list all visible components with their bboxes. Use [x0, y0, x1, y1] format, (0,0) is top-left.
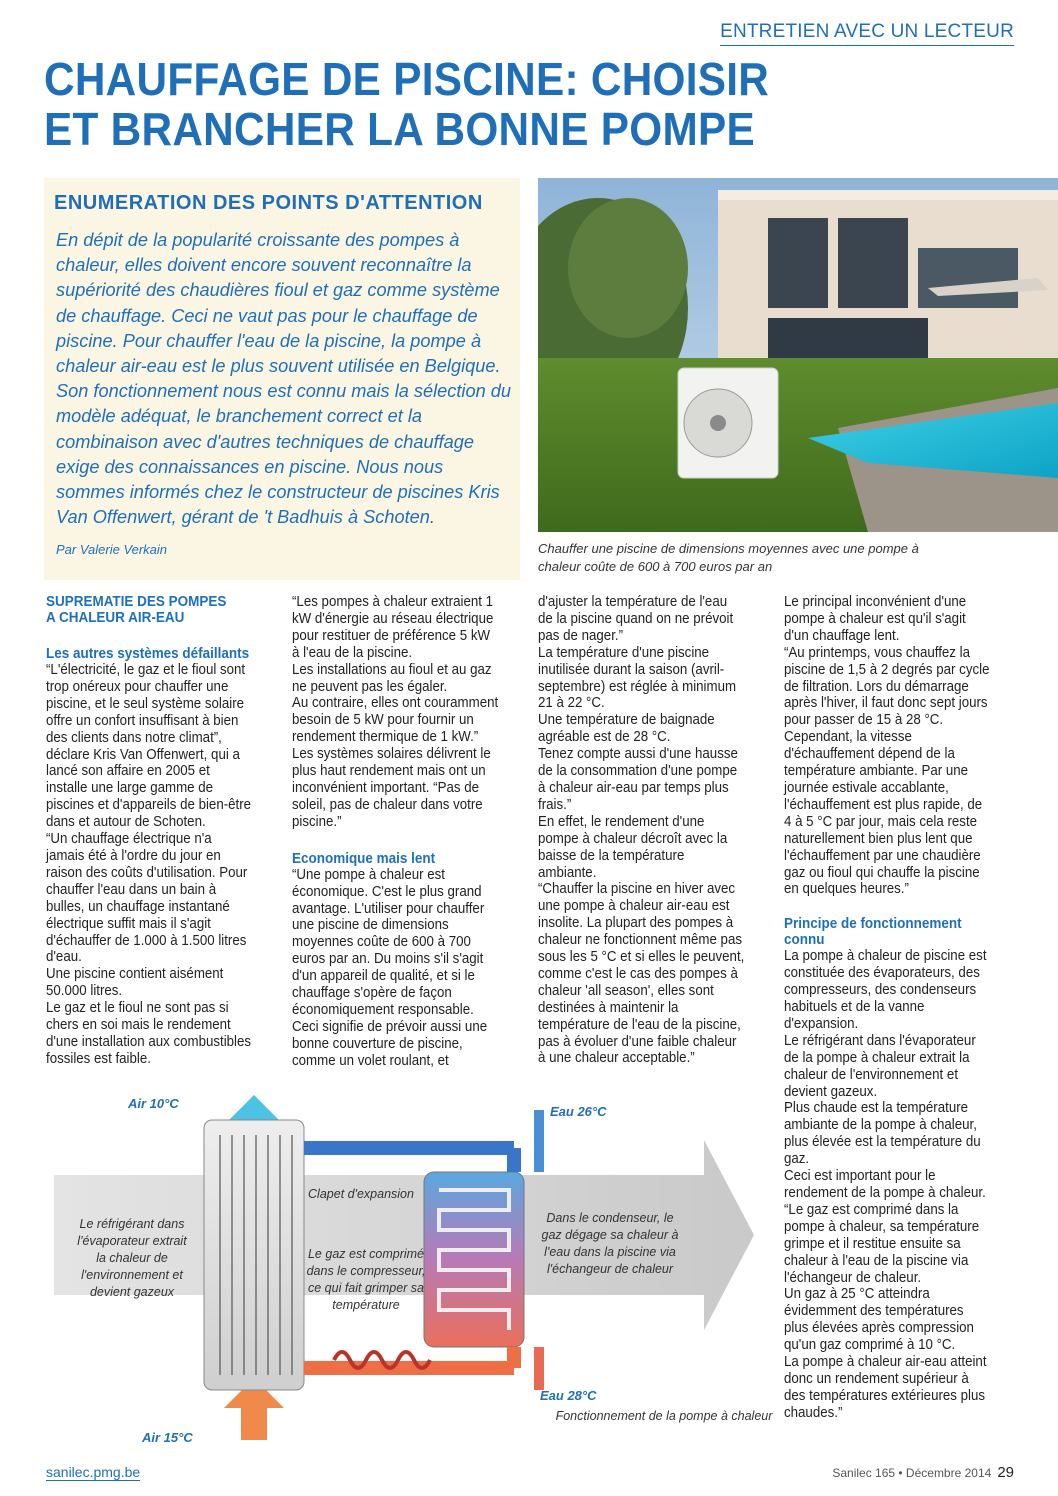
paragraph: “Un chauffage électrique n'a jamais été à l'ordre du jour en raison des coûts d'utilisation. Pour chauffer l'eau dans un bain à bulles, un chauffage instantané électrique suffit mais il s'agit d'échauffer de 1.000 à 1.500 litres d'eau.	[46, 831, 248, 966]
section-heading: SUPREMATIE DES POMPES	[46, 594, 227, 610]
section-heading-cont: A CHALEUR AIR-EAU	[46, 610, 185, 626]
paragraph: Ceci est important pour le rendement de la pompe à chaleur.	[784, 1168, 986, 1201]
page-title	[44, 54, 946, 154]
author-byline: Par Valerie Verkain	[56, 542, 168, 557]
paragraph: “L'électricité, le gaz et le fioul sont trop onéreux pour chauffer une piscine, et le seul système solaire offre un confort insuffisant à bien des clients dans notre climat”, déclare Kris Van Offenwert, qui a lancé son affaire en 2005 et installe une large gamme de piscines et d'appareils de bien-être dans et autour de Schoten.	[46, 662, 252, 831]
paragraph: d'ajuster la température de l'eau de la piscine quand on ne prévoit pas de nager.”	[538, 594, 734, 644]
paragraph: En effet, le rendement d'une pompe à chaleur décroît avec la baisse de la température ambiante.	[538, 813, 728, 881]
subheading: Economique mais lent	[292, 850, 436, 867]
title-line-1: CHAUFFAGE DE PISCINE: CHOISIR	[44, 53, 770, 105]
article-column-4	[784, 594, 990, 1422]
paragraph: La température d'une piscine inutilisée durant la saison (avril-septembre) est réglée à minimum 21 à 22 °C.	[538, 644, 737, 712]
paragraph: “Les pompes à chaleur extraient 1 kW d'énergie au réseau électrique pour restituer de préférence 5 kW à l'eau de la piscine.	[292, 594, 494, 661]
paragraph: Les systèmes solaires délivrent le plus haut rendement mais ont un inconvénient important. “Pas de soleil, pas de chaleur dans votre piscine.”	[292, 746, 491, 830]
water-in-temp-label: Eau 26°C	[550, 1104, 607, 1119]
paragraph: “Le gaz est comprimé dans la pompe à chaleur, sa température grimpe et il restitue ensuite sa chaleur à l'eau de la piscine via l'échangeur de chaleur.	[784, 1201, 980, 1286]
water-out-temp-label: Eau 28°C	[540, 1388, 597, 1403]
paragraph: La pompe à chaleur air-eau atteint donc un rendement supérieur à des températures extérieures plus chaudes.”	[784, 1354, 987, 1421]
subheading: Les autres systèmes défaillants	[46, 646, 250, 662]
paragraph: Le gaz et le fioul ne sont pas si chers en soi mais le rendement d'une installation aux combustibles fossiles est faible.	[46, 1000, 252, 1067]
pool-photo-illustration	[538, 178, 1058, 532]
air-out-temp-label: Air 15°C	[142, 1430, 193, 1445]
paragraph: Les installations au fioul et au gaz ne peuvent pas les égaler.	[292, 661, 492, 695]
paragraph: Une température de baignade agréable est de 28 °C.	[538, 712, 715, 746]
air-in-temp-label: Air 10°C	[128, 1096, 179, 1111]
evaporator-label: Le réfrigérant dans l'évaporateur extrait la chaleur de l'environnement et devient gazeux	[77, 1217, 187, 1299]
expansion-valve-label: Clapet d'expansion	[308, 1187, 414, 1201]
paragraph: Au contraire, elles ont couramment besoin de 5 kW pour fournir un rendement thermique de 1 kW.”	[292, 695, 499, 746]
paragraph: “Au printemps, vous chauffez la piscine de 1,5 à 2 degrés par cycle de filtration. Lors du démarrage après l'hiver, il faut donc sept jours pour passer de 15 à 28 °C. Cependant, la vitesse d'échauffement dépend de la température ambiante. Par une journée estivale accablante, l'échauffement est plus rapide, de 4 à 5 °C par jour, mais cela reste naturellement bien plus lent que l'échauffement par une chaudière gaz ou fioul qui chauffe la piscine en quelques heures.”	[784, 644, 990, 898]
paragraph: “Une pompe à chaleur est économique. C'est le plus grand avantage. L'utiliser pour chauffer une piscine de dimensions moyennes coûte de 600 à 700 euros par an. Du moins s'il s'agit d'un appareil de qualité, et si le chauffage s'opère de façon économiquement responsable. Ceci signifie de prévoir aussi une bonne couverture de piscine, comme un volet roulant, et	[292, 866, 488, 1069]
paragraph: Une piscine contient aisément 50.000 litres.	[46, 966, 224, 1000]
paragraph: La pompe à chaleur de piscine est constituée des évaporateurs, des compresseurs, des condenseurs habituels et de la vanne d'expansion.	[784, 948, 987, 1032]
article-column-2	[292, 594, 498, 1070]
article-column-3	[538, 594, 744, 1067]
subheading-cont: connu	[784, 932, 825, 949]
issue-label: Sanilec 165 • Décembre 2014	[832, 1466, 992, 1480]
paragraph: Un gaz à 25 °C atteindra évidemment des températures plus élevées après compression qu'un gaz comprimé à 10 °C.	[784, 1286, 974, 1354]
intro-heading: ENUMERATION DES POINTS D'ATTENTION	[54, 192, 483, 214]
subheading: Principe de fonctionnement	[784, 916, 962, 933]
page-number: 29	[997, 1464, 1014, 1481]
paragraph: Tenez compte aussi d'une hausse de la consommation d'une pompe à chaleur air-eau par temps plus frais.”	[538, 746, 738, 813]
diagram-caption: Fonctionnement de la pompe à chaleur	[555, 1409, 773, 1423]
footer-site-link[interactable]: sanilec.pmg.be	[46, 1464, 141, 1480]
section-tag: ENTRETIEN AVEC UN LECTEUR	[720, 20, 1014, 46]
paragraph: Le réfrigérant dans l'évaporateur de la pompe à chaleur extrait la chaleur de l'environnement et devient gazeux.	[784, 1032, 976, 1100]
intro-text: En dépit de la popularité croissante des pompes à chaleur, elles doivent encore souvent reconnaître la supériorité des chaudières fioul et gaz comme système de chauffage. Ceci ne vaut pas pour le chauffage de piscine. Pour chauffer l'eau de la piscine, la pompe à chaleur air-eau est le plus souvent utilisée en Belgique. Son fonctionnement nous est connu mais la sélection du modèle adéquat, le branchement correct et la combinaison avec d'autres techniques de chauffage exige des connaissances en piscine. Nous nous sommes informés chez le constructeur de piscines Kris Van Offenwert, gérant de 't Badhuis à Schoten.	[56, 230, 511, 528]
condenser-label: Dans le condenseur, le gaz dégage sa chaleur à l'eau dans la piscine via l'échangeur de chaleur	[541, 1211, 679, 1276]
pool-photo	[538, 178, 1058, 532]
heat-pump-diagram	[44, 1080, 774, 1450]
footer-issue	[832, 1464, 1014, 1481]
intro-box	[44, 178, 520, 580]
paragraph: Plus chaude est la température ambiante de la pompe à chaleur, plus élevée est la température du gaz.	[784, 1100, 981, 1168]
compressor-label: Le gaz est comprimé dans le compresseur, ce qui fait grimper sa température	[306, 1247, 426, 1312]
paragraph: “Chauffer la piscine en hiver avec une pompe à chaleur air-eau est insolite. La plupart des pompes à chaleur ne fonctionnent même pas sous les 5 °C et si elles le peuvent, comme c'est le cas des pompes à chaleur 'all season', elles sont destinées à maintenir la température de l'eau de la piscine, pas à évoluer d'une faible chaleur à une chaleur acceptable.”	[538, 881, 745, 1067]
article-column-1	[46, 594, 252, 1068]
title-line-2: ET BRANCHER LA BONNE POMPE	[44, 103, 755, 155]
photo-caption: Chauffer une piscine de dimensions moyennes avec une pompe à chaleur coûte de 600 à 700 euros par an	[538, 541, 919, 574]
paragraph: Le principal inconvénient d'une pompe à chaleur est qu'il s'agit d'un chauffage lent.	[784, 594, 967, 644]
